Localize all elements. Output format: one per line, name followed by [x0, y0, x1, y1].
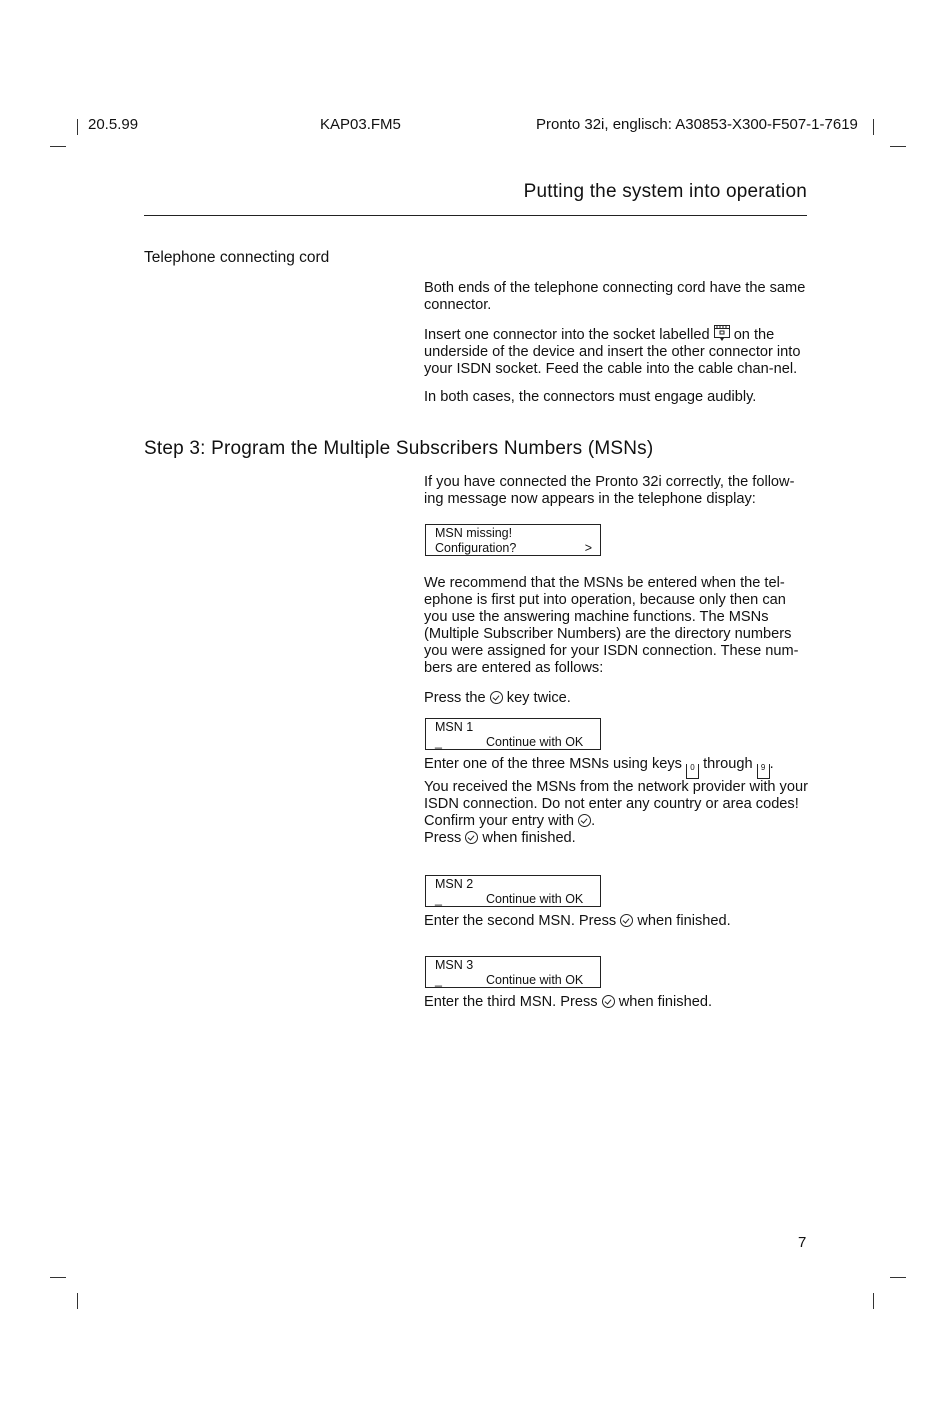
cord-p3: In both cases, the connectors must engage audibly. [424, 389, 757, 405]
cord-p1: Both ends of the telephone connecting cord have the same connector. [424, 280, 806, 313]
press-finished-line [424, 830, 812, 847]
enter-msn1-d: You received the MSNs from the network provider with your ISDN connection. Do not enter any country or area codes! [424, 779, 808, 812]
press-twice-b: key twice. [502, 690, 571, 706]
msn2-line1: MSN 2 [435, 877, 474, 891]
confirm-line [424, 813, 812, 830]
confirm-a: Confirm your entry with [424, 813, 575, 829]
crop-mark-top-left-v [77, 119, 78, 135]
display-msn1 [425, 718, 601, 750]
press-fin-b: when finished. [478, 830, 576, 846]
step3-heading: Step 3: Program the Multiple Subscribers Numbers (MSNs) [144, 438, 654, 459]
digit-0-key-icon: 0 [686, 764, 699, 779]
crop-mark-bottom-right-v [873, 1293, 874, 1309]
crop-mark-top-right-v [873, 119, 874, 135]
chapter-title: Putting the system into operation [523, 181, 807, 202]
crop-mark-bottom-left-v [77, 1293, 78, 1309]
enter-msn1-a: Enter one of the three MSNs using keys [424, 756, 682, 772]
enter-msn1-line [424, 756, 812, 779]
enter-msn1-b: through [699, 756, 757, 772]
second-msn-line [424, 913, 812, 930]
crop-mark-top-right-h [890, 146, 906, 147]
digit-9-key-icon: 9 [757, 764, 770, 779]
msn1-instructions [424, 756, 812, 847]
msn3-cursor: _ [435, 973, 442, 987]
display-msn-missing [425, 524, 601, 556]
ok-key-icon [602, 995, 615, 1008]
third-msn-line [424, 994, 812, 1011]
third-a: Enter the third MSN. Press [424, 994, 598, 1010]
third-b: when finished. [614, 994, 712, 1010]
msn3-line2 [435, 973, 592, 988]
msn1-line2 [435, 735, 592, 750]
cord-p2 [424, 325, 812, 378]
step3-intro: If you have connected the Pronto 32i correctly, the follow-ing message now appears in the telephone display: [424, 474, 795, 507]
page-number: 7 [798, 1234, 807, 1251]
header-file: KAP03.FM5 [320, 116, 401, 133]
msn3-line1: MSN 3 [435, 958, 474, 972]
press-twice-a: Press the [424, 690, 486, 706]
display-arrow: > [584, 541, 592, 555]
cord-heading: Telephone connecting cord [144, 249, 330, 266]
press-fin-a: Press [424, 830, 462, 846]
ok-key-icon [465, 831, 478, 844]
isdn-socket-icon [714, 325, 730, 342]
ok-key-icon [490, 691, 503, 704]
second-a: Enter the second MSN. Press [424, 913, 617, 929]
msn2-hint: Continue with OK [486, 892, 584, 906]
ok-key-icon [620, 914, 633, 927]
cord-text [424, 280, 812, 406]
display-msn2 [425, 875, 601, 907]
ok-key-icon [578, 814, 591, 827]
crop-mark-top-left-h [50, 146, 66, 147]
display-line2-text: Configuration? [435, 541, 517, 555]
enter-msn1-c: . [769, 756, 774, 772]
display-line1: MSN missing! [435, 526, 513, 540]
msn1-cursor: _ [435, 735, 442, 749]
msn1-hint: Continue with OK [486, 735, 584, 749]
step3-recommend: We recommend that the MSNs be entered when the tel-ephone is first put into operation, because only then can you use the answering machine functions. The MSNs (Multiple Subscriber Numbers) are the directory numbers you were assigned for your ISDN connection. These num-bers are entered as follows: [424, 575, 799, 676]
title-rule [144, 215, 807, 216]
crop-mark-bottom-right-h [890, 1277, 906, 1278]
cord-p2-start: Insert one connector into the socket labelled [424, 327, 710, 343]
confirm-b: . [591, 813, 596, 829]
msn3-hint: Continue with OK [486, 973, 584, 987]
crop-mark-bottom-left-h [50, 1277, 66, 1278]
second-b: when finished. [633, 913, 731, 929]
msn1-line1: MSN 1 [435, 720, 474, 734]
display-line2 [435, 541, 592, 556]
msn2-line2 [435, 892, 592, 907]
msn2-cursor: _ [435, 892, 442, 906]
cord-p2-end: on the underside of the device and insert the other connector into your ISDN socket. Feed the cable into the cable chan-nel. [424, 327, 801, 377]
press-twice-line [424, 690, 812, 707]
header-date: 20.5.99 [88, 116, 139, 133]
header-doc-id: Pronto 32i, englisch: A30853-X300-F507-1-7619 [536, 116, 858, 133]
display-msn3 [425, 956, 601, 988]
